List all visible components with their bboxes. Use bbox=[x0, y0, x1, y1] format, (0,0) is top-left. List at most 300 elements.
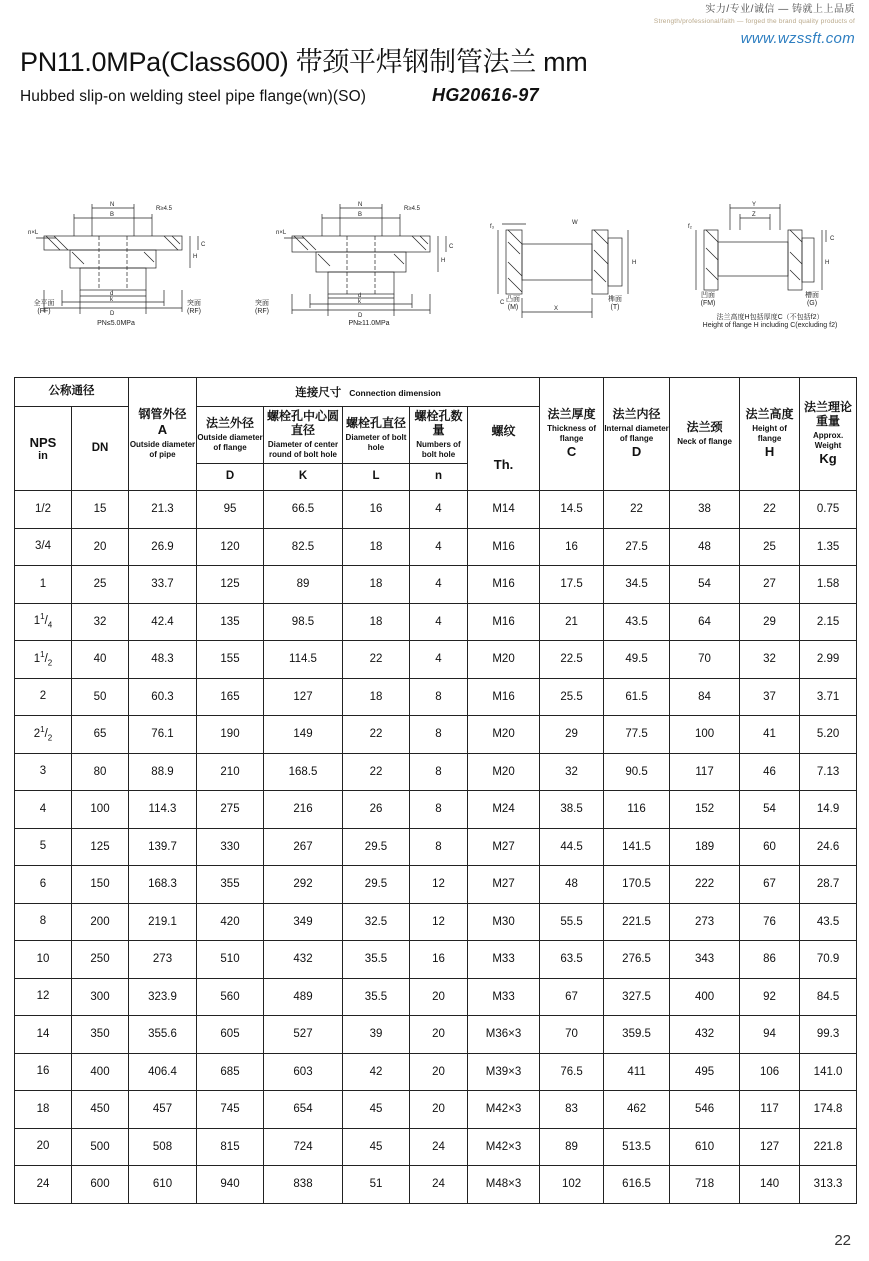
cell-dn: 15 bbox=[72, 491, 129, 529]
cell-thread: M33 bbox=[468, 941, 540, 979]
table-row bbox=[15, 1016, 857, 1054]
svg-text:B: B bbox=[110, 212, 115, 218]
cell-neck: 38 bbox=[670, 491, 740, 529]
cell-dn: 65 bbox=[72, 716, 129, 754]
cell-thickness: 38.5 bbox=[540, 791, 604, 829]
table-row bbox=[15, 603, 857, 641]
table-row bbox=[15, 641, 857, 679]
cell-thickness: 70 bbox=[540, 1016, 604, 1054]
table-row bbox=[15, 941, 857, 979]
cell-flange-id: 359.5 bbox=[604, 1016, 670, 1054]
svg-text:C: C bbox=[830, 236, 835, 242]
cell-nps: 1 bbox=[15, 566, 72, 604]
header-symbol-D: D bbox=[197, 464, 264, 491]
cell-nps: $1^1/_2$ bbox=[15, 641, 72, 679]
cell-bolt-circle: 432 bbox=[264, 941, 343, 979]
cell-bolt-hole-dia: 42 bbox=[343, 1053, 410, 1091]
cell-bolt-hole-count: 4 bbox=[410, 491, 468, 529]
header-symbol-L: L bbox=[343, 464, 410, 491]
cell-bolt-hole-dia: 45 bbox=[343, 1128, 410, 1166]
cell-bolt-hole-dia: 51 bbox=[343, 1166, 410, 1204]
cell-flange-od: 420 bbox=[197, 903, 264, 941]
cell-nps: 4 bbox=[15, 791, 72, 829]
cell-height: 54 bbox=[740, 791, 800, 829]
cell-bolt-hole-count: 4 bbox=[410, 566, 468, 604]
svg-text:C: C bbox=[201, 242, 206, 248]
cell-thread: M16 bbox=[468, 566, 540, 604]
cell-nps: 24 bbox=[15, 1166, 72, 1204]
header-flange-od: 法兰外径 Outside diameter of flange bbox=[197, 407, 264, 464]
standard-code: HG20616-97 bbox=[431, 85, 540, 105]
drawing2-note: PN≥11.0MPa bbox=[348, 320, 390, 327]
cell-pipe-od: 26.9 bbox=[129, 528, 197, 566]
table-body bbox=[15, 491, 857, 1204]
cell-height: 117 bbox=[740, 1091, 800, 1129]
cell-thickness: 55.5 bbox=[540, 903, 604, 941]
cell-thread: M48×3 bbox=[468, 1166, 540, 1204]
svg-text:n×L: n×L bbox=[28, 230, 39, 236]
cell-neck: 222 bbox=[670, 866, 740, 904]
svg-text:k: k bbox=[110, 297, 113, 303]
cell-bolt-hole-count: 8 bbox=[410, 791, 468, 829]
cell-height: 92 bbox=[740, 978, 800, 1016]
cell-weight: 14.9 bbox=[800, 791, 857, 829]
svg-text:H: H bbox=[825, 260, 830, 266]
cell-pipe-od: 21.3 bbox=[129, 491, 197, 529]
cell-bolt-hole-count: 24 bbox=[410, 1166, 468, 1204]
cell-height: 106 bbox=[740, 1053, 800, 1091]
cell-flange-od: 815 bbox=[197, 1128, 264, 1166]
cell-bolt-hole-dia: 22 bbox=[343, 641, 410, 679]
cell-flange-od: 330 bbox=[197, 828, 264, 866]
svg-text:d: d bbox=[358, 293, 362, 299]
cell-thread: M20 bbox=[468, 641, 540, 679]
cell-neck: 432 bbox=[670, 1016, 740, 1054]
svg-text:H: H bbox=[632, 260, 637, 266]
page-number: 22 bbox=[834, 1232, 851, 1249]
cell-bolt-circle: 216 bbox=[264, 791, 343, 829]
cell-height: 22 bbox=[740, 491, 800, 529]
cell-dn: 32 bbox=[72, 603, 129, 641]
cell-bolt-hole-count: 8 bbox=[410, 828, 468, 866]
cell-thread: M27 bbox=[468, 828, 540, 866]
cell-pipe-od: 114.3 bbox=[129, 791, 197, 829]
table-row bbox=[15, 678, 857, 716]
cell-flange-od: 605 bbox=[197, 1016, 264, 1054]
cell-pipe-od: 508 bbox=[129, 1128, 197, 1166]
drawing4-caption-right: 槽面 (G) bbox=[805, 292, 819, 308]
header-bolt-circle: 螺栓孔中心圆直径 Diameter of center round of bolt hole bbox=[264, 407, 343, 464]
cell-weight: 141.0 bbox=[800, 1053, 857, 1091]
svg-text:n×L: n×L bbox=[276, 230, 287, 236]
cell-pipe-od: 355.6 bbox=[129, 1016, 197, 1054]
cell-pipe-od: 139.7 bbox=[129, 828, 197, 866]
cell-thread: M20 bbox=[468, 753, 540, 791]
cell-pipe-od: 610 bbox=[129, 1166, 197, 1204]
cell-flange-id: 22 bbox=[604, 491, 670, 529]
table-row bbox=[15, 1053, 857, 1091]
table-row bbox=[15, 753, 857, 791]
cell-pipe-od: 273 bbox=[129, 941, 197, 979]
cell-weight: 99.3 bbox=[800, 1016, 857, 1054]
cell-flange-id: 34.5 bbox=[604, 566, 670, 604]
svg-text:d: d bbox=[110, 291, 114, 297]
cell-flange-od: 560 bbox=[197, 978, 264, 1016]
cell-thread: M39×3 bbox=[468, 1053, 540, 1091]
cell-thickness: 67 bbox=[540, 978, 604, 1016]
cell-thickness: 21 bbox=[540, 603, 604, 641]
header-thread: 螺纹 Th. bbox=[468, 407, 540, 491]
cell-height: 29 bbox=[740, 603, 800, 641]
cell-neck: 546 bbox=[670, 1091, 740, 1129]
cell-bolt-hole-count: 4 bbox=[410, 641, 468, 679]
cell-bolt-hole-dia: 18 bbox=[343, 678, 410, 716]
cell-bolt-circle: 127 bbox=[264, 678, 343, 716]
table-row bbox=[15, 828, 857, 866]
cell-flange-id: 462 bbox=[604, 1091, 670, 1129]
cell-flange-od: 210 bbox=[197, 753, 264, 791]
cell-flange-od: 745 bbox=[197, 1091, 264, 1129]
cell-thread: M27 bbox=[468, 866, 540, 904]
cell-flange-od: 940 bbox=[197, 1166, 264, 1204]
cell-dn: 125 bbox=[72, 828, 129, 866]
cell-bolt-circle: 82.5 bbox=[264, 528, 343, 566]
cell-bolt-hole-dia: 18 bbox=[343, 566, 410, 604]
cell-pipe-od: 48.3 bbox=[129, 641, 197, 679]
cell-pipe-od: 33.7 bbox=[129, 566, 197, 604]
drawing-rf-highpressure bbox=[255, 178, 472, 338]
drawing-ff-rf bbox=[14, 178, 224, 338]
table-row bbox=[15, 866, 857, 904]
cell-nps: 10 bbox=[15, 941, 72, 979]
cell-nps: $2^1/_2$ bbox=[15, 716, 72, 754]
svg-text:R≥4.5: R≥4.5 bbox=[156, 206, 172, 212]
cell-thread: M42×3 bbox=[468, 1091, 540, 1129]
cell-dn: 50 bbox=[72, 678, 129, 716]
header-bolt-hole-count: 螺栓孔数量 Numbers of bolt hole bbox=[410, 407, 468, 464]
cell-neck: 100 bbox=[670, 716, 740, 754]
cell-pipe-od: 42.4 bbox=[129, 603, 197, 641]
cell-thickness: 17.5 bbox=[540, 566, 604, 604]
cell-height: 127 bbox=[740, 1128, 800, 1166]
slogan-chinese: 实力/专业/诚信 — 铸就上上品质 bbox=[705, 4, 855, 15]
cell-height: 41 bbox=[740, 716, 800, 754]
cell-height: 25 bbox=[740, 528, 800, 566]
cell-thread: M14 bbox=[468, 491, 540, 529]
cell-bolt-circle: 114.5 bbox=[264, 641, 343, 679]
cell-dn: 400 bbox=[72, 1053, 129, 1091]
cell-flange-od: 135 bbox=[197, 603, 264, 641]
cell-weight: 28.7 bbox=[800, 866, 857, 904]
cell-nps: 12 bbox=[15, 978, 72, 1016]
header-approx-weight: 法兰理论重量 Approx. Weight Kg bbox=[800, 378, 857, 491]
cell-thread: M33 bbox=[468, 978, 540, 1016]
cell-thickness: 89 bbox=[540, 1128, 604, 1166]
cell-flange-od: 510 bbox=[197, 941, 264, 979]
cell-flange-id: 61.5 bbox=[604, 678, 670, 716]
cell-pipe-od: 76.1 bbox=[129, 716, 197, 754]
cell-thread: M20 bbox=[468, 716, 540, 754]
cell-dn: 100 bbox=[72, 791, 129, 829]
cell-bolt-hole-dia: 35.5 bbox=[343, 978, 410, 1016]
cell-bolt-hole-count: 12 bbox=[410, 866, 468, 904]
cell-height: 37 bbox=[740, 678, 800, 716]
cell-nps: 6 bbox=[15, 866, 72, 904]
svg-text:D: D bbox=[358, 313, 363, 319]
cell-thickness: 16 bbox=[540, 528, 604, 566]
cell-flange-id: 327.5 bbox=[604, 978, 670, 1016]
cell-height: 27 bbox=[740, 566, 800, 604]
cell-bolt-hole-dia: 32.5 bbox=[343, 903, 410, 941]
svg-text:X: X bbox=[554, 306, 559, 312]
cell-flange-id: 90.5 bbox=[604, 753, 670, 791]
cell-weight: 1.35 bbox=[800, 528, 857, 566]
cell-thickness: 14.5 bbox=[540, 491, 604, 529]
cell-thread: M16 bbox=[468, 528, 540, 566]
header-connection-dimension: 连接尺寸 Connection dimension bbox=[197, 378, 540, 407]
cell-bolt-hole-count: 8 bbox=[410, 678, 468, 716]
svg-text:N: N bbox=[110, 202, 115, 208]
drawing3-caption-left: 凸面 (M) bbox=[506, 296, 520, 312]
table-row bbox=[15, 978, 857, 1016]
cell-flange-od: 95 bbox=[197, 491, 264, 529]
cell-bolt-hole-count: 4 bbox=[410, 528, 468, 566]
header-flange-id: 法兰内径 Internal diameter of flange D bbox=[604, 378, 670, 491]
cell-height: 94 bbox=[740, 1016, 800, 1054]
svg-text:C: C bbox=[500, 300, 505, 306]
cell-bolt-circle: 292 bbox=[264, 866, 343, 904]
cell-thread: M42×3 bbox=[468, 1128, 540, 1166]
cell-bolt-hole-count: 20 bbox=[410, 978, 468, 1016]
cell-bolt-hole-dia: 18 bbox=[343, 528, 410, 566]
header-symbol-n: n bbox=[410, 464, 468, 491]
cell-thickness: 32 bbox=[540, 753, 604, 791]
cell-thread: M30 bbox=[468, 903, 540, 941]
cell-bolt-hole-count: 8 bbox=[410, 716, 468, 754]
cell-bolt-hole-dia: 35.5 bbox=[343, 941, 410, 979]
cell-dn: 40 bbox=[72, 641, 129, 679]
cell-height: 67 bbox=[740, 866, 800, 904]
cell-neck: 84 bbox=[670, 678, 740, 716]
cell-neck: 495 bbox=[670, 1053, 740, 1091]
cell-flange-id: 513.5 bbox=[604, 1128, 670, 1166]
table-row bbox=[15, 791, 857, 829]
cell-weight: 7.13 bbox=[800, 753, 857, 791]
cell-pipe-od: 457 bbox=[129, 1091, 197, 1129]
cell-bolt-circle: 349 bbox=[264, 903, 343, 941]
cell-flange-od: 190 bbox=[197, 716, 264, 754]
cell-thickness: 44.5 bbox=[540, 828, 604, 866]
table-row bbox=[15, 1091, 857, 1129]
header-flange-thickness: 法兰厚度 Thickness of flange C bbox=[540, 378, 604, 491]
cell-height: 32 bbox=[740, 641, 800, 679]
cell-bolt-circle: 838 bbox=[264, 1166, 343, 1204]
cell-thickness: 25.5 bbox=[540, 678, 604, 716]
cell-pipe-od: 406.4 bbox=[129, 1053, 197, 1091]
cell-weight: 43.5 bbox=[800, 903, 857, 941]
cell-neck: 64 bbox=[670, 603, 740, 641]
cell-nps: 20 bbox=[15, 1128, 72, 1166]
drawing2-caption-left: 突面 (RF) bbox=[255, 300, 269, 316]
cell-neck: 189 bbox=[670, 828, 740, 866]
cell-pipe-od: 219.1 bbox=[129, 903, 197, 941]
cell-flange-id: 141.5 bbox=[604, 828, 670, 866]
cell-flange-od: 165 bbox=[197, 678, 264, 716]
cell-weight: 221.8 bbox=[800, 1128, 857, 1166]
cell-flange-id: 411 bbox=[604, 1053, 670, 1091]
cell-height: 140 bbox=[740, 1166, 800, 1204]
cell-thickness: 102 bbox=[540, 1166, 604, 1204]
cell-bolt-hole-dia: 39 bbox=[343, 1016, 410, 1054]
table-row bbox=[15, 1128, 857, 1166]
cell-flange-id: 27.5 bbox=[604, 528, 670, 566]
header-symbol-K: K bbox=[264, 464, 343, 491]
cell-neck: 70 bbox=[670, 641, 740, 679]
cell-bolt-hole-count: 20 bbox=[410, 1016, 468, 1054]
cell-neck: 400 bbox=[670, 978, 740, 1016]
cell-bolt-hole-dia: 22 bbox=[343, 716, 410, 754]
svg-text:R≥4.5: R≥4.5 bbox=[404, 206, 420, 212]
svg-text:C: C bbox=[449, 244, 454, 250]
cell-nps: 14 bbox=[15, 1016, 72, 1054]
cell-height: 76 bbox=[740, 903, 800, 941]
cell-pipe-od: 88.9 bbox=[129, 753, 197, 791]
cell-flange-id: 616.5 bbox=[604, 1166, 670, 1204]
table-row bbox=[15, 1166, 857, 1204]
cell-weight: 24.6 bbox=[800, 828, 857, 866]
header-bolt-hole-dia: 螺栓孔直径 Diameter of bolt hole bbox=[343, 407, 410, 464]
cell-neck: 343 bbox=[670, 941, 740, 979]
svg-text:W: W bbox=[572, 220, 578, 226]
cell-flange-id: 170.5 bbox=[604, 866, 670, 904]
drawing1-caption-left: 全平面 (FF) bbox=[33, 300, 55, 316]
cell-bolt-hole-count: 16 bbox=[410, 941, 468, 979]
header-dn: DN bbox=[72, 407, 129, 491]
cell-bolt-hole-count: 4 bbox=[410, 603, 468, 641]
cell-dn: 500 bbox=[72, 1128, 129, 1166]
header-pipe-od: 钢管外径 A Outside diameter of pipe bbox=[129, 378, 197, 491]
cell-thickness: 76.5 bbox=[540, 1053, 604, 1091]
cell-flange-id: 77.5 bbox=[604, 716, 670, 754]
page-subtitle: Hubbed slip-on welding steel pipe flange(wn)(SO) bbox=[20, 88, 366, 105]
cell-dn: 80 bbox=[72, 753, 129, 791]
cell-bolt-circle: 66.5 bbox=[264, 491, 343, 529]
cell-weight: 70.9 bbox=[800, 941, 857, 979]
drawing-fm-g-face bbox=[686, 178, 856, 338]
cell-thickness: 48 bbox=[540, 866, 604, 904]
cell-nps: 18 bbox=[15, 1091, 72, 1129]
cell-flange-od: 685 bbox=[197, 1053, 264, 1091]
cell-bolt-circle: 527 bbox=[264, 1016, 343, 1054]
cell-flange-od: 120 bbox=[197, 528, 264, 566]
cell-weight: 3.71 bbox=[800, 678, 857, 716]
cell-bolt-hole-dia: 26 bbox=[343, 791, 410, 829]
cell-neck: 48 bbox=[670, 528, 740, 566]
page-title: PN11.0MPa(Class600) 带颈平焊钢制管法兰 mm bbox=[20, 47, 588, 77]
cell-nps: 8 bbox=[15, 903, 72, 941]
cell-dn: 350 bbox=[72, 1016, 129, 1054]
cell-flange-id: 276.5 bbox=[604, 941, 670, 979]
table-row bbox=[15, 903, 857, 941]
cell-bolt-hole-count: 24 bbox=[410, 1128, 468, 1166]
cell-thickness: 29 bbox=[540, 716, 604, 754]
drawing3-caption-right: 榫面 (T) bbox=[608, 296, 622, 312]
cell-bolt-circle: 724 bbox=[264, 1128, 343, 1166]
cell-neck: 610 bbox=[670, 1128, 740, 1166]
cell-nps: 1/2 bbox=[15, 491, 72, 529]
cell-bolt-hole-dia: 22 bbox=[343, 753, 410, 791]
cell-bolt-hole-count: 8 bbox=[410, 753, 468, 791]
cell-neck: 718 bbox=[670, 1166, 740, 1204]
cell-bolt-hole-count: 12 bbox=[410, 903, 468, 941]
drawing1-caption-right: 突面 (RF) bbox=[187, 300, 201, 316]
cell-dn: 150 bbox=[72, 866, 129, 904]
cell-bolt-hole-dia: 29.5 bbox=[343, 828, 410, 866]
cell-nps: 3 bbox=[15, 753, 72, 791]
cell-bolt-hole-dia: 18 bbox=[343, 603, 410, 641]
cell-pipe-od: 323.9 bbox=[129, 978, 197, 1016]
cell-nps: 16 bbox=[15, 1053, 72, 1091]
cell-flange-id: 221.5 bbox=[604, 903, 670, 941]
cell-flange-od: 275 bbox=[197, 791, 264, 829]
cell-flange-id: 49.5 bbox=[604, 641, 670, 679]
cell-height: 60 bbox=[740, 828, 800, 866]
cell-bolt-circle: 489 bbox=[264, 978, 343, 1016]
cell-nps: 2 bbox=[15, 678, 72, 716]
technical-drawings bbox=[14, 178, 856, 338]
cell-bolt-hole-dia: 45 bbox=[343, 1091, 410, 1129]
cell-thickness: 63.5 bbox=[540, 941, 604, 979]
cell-dn: 20 bbox=[72, 528, 129, 566]
table-row bbox=[15, 566, 857, 604]
page-title-block bbox=[20, 40, 849, 106]
cell-flange-id: 116 bbox=[604, 791, 670, 829]
cell-weight: 84.5 bbox=[800, 978, 857, 1016]
header-nps: NPS in bbox=[15, 407, 72, 491]
cell-neck: 273 bbox=[670, 903, 740, 941]
cell-dn: 25 bbox=[72, 566, 129, 604]
cell-flange-od: 125 bbox=[197, 566, 264, 604]
table-row bbox=[15, 491, 857, 529]
svg-text:Z: Z bbox=[752, 212, 756, 218]
cell-thread: M16 bbox=[468, 603, 540, 641]
cell-bolt-circle: 267 bbox=[264, 828, 343, 866]
cell-bolt-hole-dia: 29.5 bbox=[343, 866, 410, 904]
cell-pipe-od: 60.3 bbox=[129, 678, 197, 716]
cell-weight: 2.15 bbox=[800, 603, 857, 641]
cell-thickness: 83 bbox=[540, 1091, 604, 1129]
cell-neck: 117 bbox=[670, 753, 740, 791]
flange-spec-table-wrap bbox=[14, 377, 856, 1204]
cell-dn: 250 bbox=[72, 941, 129, 979]
cell-bolt-circle: 149 bbox=[264, 716, 343, 754]
svg-text:k: k bbox=[358, 299, 361, 305]
header-nominal-diameter: 公称通径 bbox=[15, 378, 129, 407]
cell-flange-id: 43.5 bbox=[604, 603, 670, 641]
svg-text:f₂: f₂ bbox=[688, 224, 692, 230]
cell-bolt-circle: 98.5 bbox=[264, 603, 343, 641]
drawing1-note: PN≤5.0MPa bbox=[97, 320, 135, 327]
table-row bbox=[15, 528, 857, 566]
cell-thread: M24 bbox=[468, 791, 540, 829]
cell-bolt-circle: 89 bbox=[264, 566, 343, 604]
cell-nps: 3/4 bbox=[15, 528, 72, 566]
cell-dn: 300 bbox=[72, 978, 129, 1016]
cell-bolt-circle: 603 bbox=[264, 1053, 343, 1091]
svg-text:N: N bbox=[358, 202, 363, 208]
cell-height: 86 bbox=[740, 941, 800, 979]
cell-weight: 0.75 bbox=[800, 491, 857, 529]
